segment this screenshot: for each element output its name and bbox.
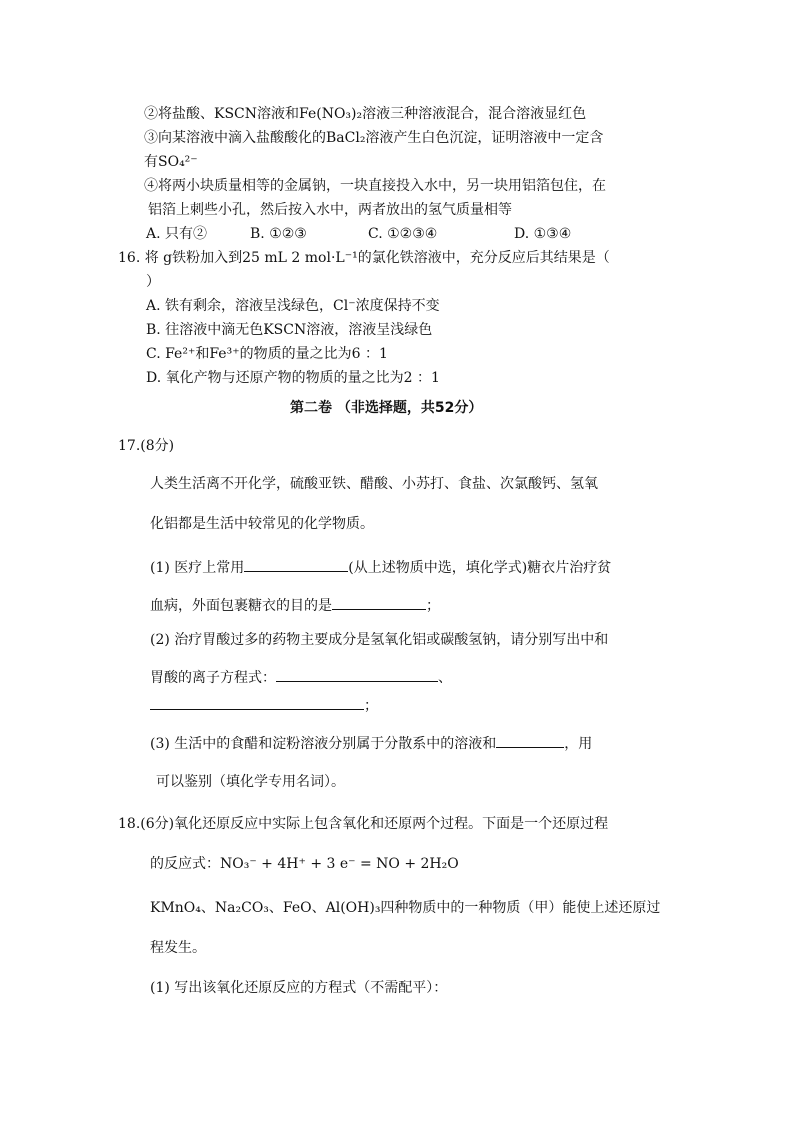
q17-part-1b-prefix: 血病，外面包裹糖衣的目的是 <box>150 598 332 614</box>
q15-statement-4-cont: 铝箔上刺些小孔，然后按入水中，两者放出的氢气质量相等 <box>148 202 512 218</box>
q17-part-2: (2) 治疗胃酸过多的药物主要成分是氢氧化铝或碳酸氢钠，请分别写出中和 <box>150 632 609 648</box>
q15-option-d: D. ①③④ <box>514 226 572 242</box>
q17-part-1b-suffix: ； <box>426 598 440 614</box>
section-2-title: 第二卷 （非选择题，共52分） <box>290 400 483 416</box>
q17-intro: 人类生活离不开化学，硫酸亚铁、醋酸、小苏打、食盐、次氯酸钙、氢氧 <box>150 476 598 492</box>
q16-option-a: A. 铁有剩余，溶液呈浅绿色，Cl⁻浓度保持不变 <box>146 298 440 314</box>
q17-part-1 <box>150 556 611 578</box>
answer-blank-5[interactable] <box>496 732 564 748</box>
q17-intro-cont: 化铝都是生活中较常见的化学物质。 <box>150 516 374 532</box>
q18-substances: KMnO₄、Na₂CO₃、FeO、Al(OH)₃四种物质中的一种物质（甲）能使上述还原过 <box>150 900 661 916</box>
q16-stem-cont: ） <box>146 274 160 290</box>
q15-option-c: C. ①②③④ <box>368 226 438 242</box>
q17-part-3-cont: 可以鉴别（填化学专用名词）。 <box>156 774 345 790</box>
q16-option-d: D. 氧化产物与还原产物的物质的量之比为2 ：1 <box>146 370 440 386</box>
q17-part-3-prefix: (3) 生活中的食醋和淀粉溶液分别属于分散系中的溶液和 <box>150 736 497 752</box>
q17-part-1-cont <box>150 594 440 616</box>
q17-part-2c-suffix: ； <box>364 698 378 714</box>
q17-part-2b-suffix: 、 <box>438 670 452 686</box>
q16-stem: 16. 将 g铁粉加入到25 mL 2 mol·L⁻¹的氯化铁溶液中，充分反应后其结果是（ <box>118 250 610 266</box>
q17-number: 17.(8分) <box>118 438 175 454</box>
q18-part-1: (1) 写出该氧化还原反应的方程式（不需配平）： <box>150 980 448 996</box>
answer-blank-4[interactable] <box>150 694 364 710</box>
q15-statement-2: ②将盐酸、KSCN溶液和Fe(NO₃)₂溶液三种溶液混合，混合溶液显红色 <box>144 106 587 122</box>
q18-substances-cont: 程发生。 <box>150 940 206 956</box>
q18-reaction-equation: 的反应式：NO₃⁻ + 4H⁺ + 3 e⁻ = NO + 2H₂O <box>150 856 459 872</box>
answer-blank-1[interactable] <box>244 556 348 572</box>
q16-option-b: B. 往溶液中滴无色KSCN溶液，溶液呈浅绿色 <box>146 322 433 338</box>
q17-part-2-line-3 <box>150 694 378 716</box>
q17-part-3 <box>150 732 592 754</box>
q17-part-3-suffix: ，用 <box>564 736 593 752</box>
q15-statement-4: ④将两小块质量相等的金属钠，一块直接投入水中，另一块用铝箔包住，在 <box>144 178 606 194</box>
q15-statement-3-cont: 有SO₄²⁻ <box>144 154 198 170</box>
q15-option-b: B. ①②③ <box>250 226 307 242</box>
q17-part-1-suffix: (从上述物质中选，填化学式)糖衣片治疗贫 <box>348 560 612 576</box>
q15-statement-3: ③向某溶液中滴入盐酸酸化的BaCl₂溶液产生白色沉淀，证明溶液中一定含 <box>144 130 604 146</box>
q17-part-1-prefix: (1) 医疗上常用 <box>150 560 245 576</box>
q16-option-c: C. Fe²⁺和Fe³⁺的物质的量之比为6 ：1 <box>146 346 388 362</box>
q18-stem: 18.(6分)氧化还原反应中实际上包含氧化和还原两个过程。下面是一个还原过程 <box>118 816 609 832</box>
q17-part-2b-prefix: 胃酸的离子方程式： <box>150 670 276 686</box>
answer-blank-2[interactable] <box>332 594 426 610</box>
q15-option-a: A. 只有② <box>146 226 208 242</box>
answer-blank-3[interactable] <box>276 666 438 682</box>
q17-part-2-cont <box>150 666 452 688</box>
